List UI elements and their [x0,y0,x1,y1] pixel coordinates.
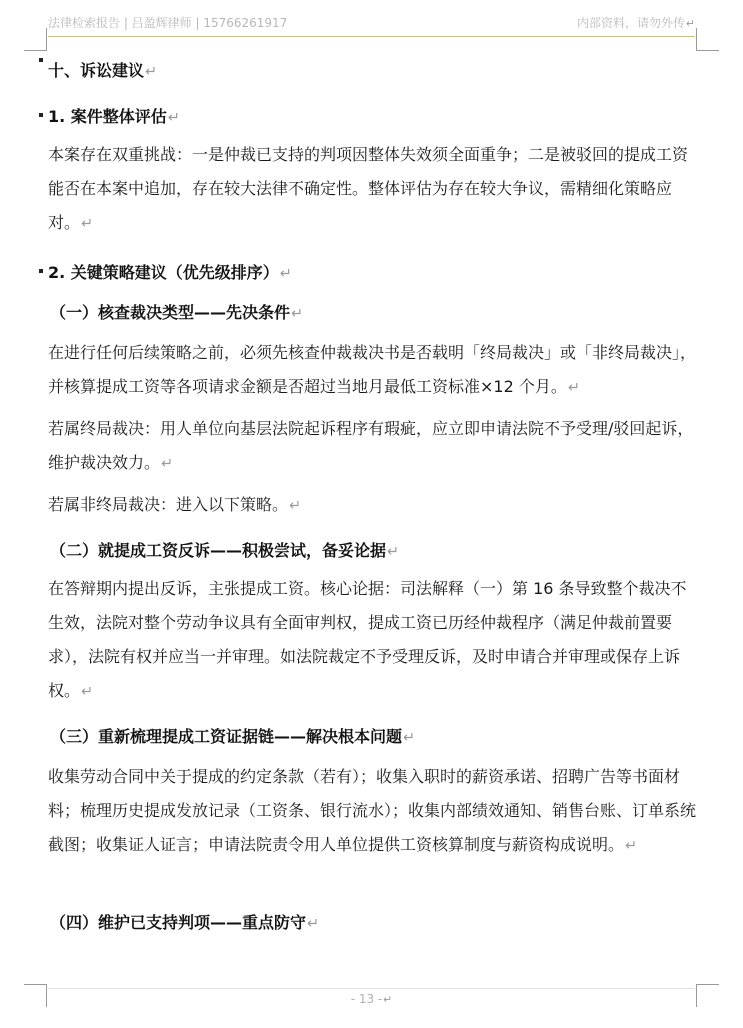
page-number [0,992,743,1006]
strategy-2-paragraph-1-text: 在答辩期内提出反诉，主张提成工资。核心论据：司法解释（一）第 16 条导致整个裁决不生效，法院对整个劳动争议具有全面审判权，提成工资已历经仲裁程序（满足仲裁前置要求），法院有权并应当一并审理。如法院裁定不予受理反诉，及时申请合并审理或保存上诉权。 [48,579,687,700]
heading-bullet-icon [39,58,43,62]
subheading-overall [48,104,180,127]
strategy-2-title-text: （二）就提成工资反诉——积极尝试，备妥论据 [50,541,387,560]
subheading-overall-text: 1. 案件整体评估 [48,107,167,126]
strategy-4-title-text: （四）维护已支持判项——重点防守 [50,913,307,932]
paragraph-mark-icon: ↵ [145,64,158,80]
paragraph-mark-icon: ↵ [625,838,638,854]
header-left-text: 法律检索报告 | 吕盈辉律师 | 15766261917 [48,16,288,30]
paragraph-mark-icon: ↵ [403,730,416,746]
section-heading [48,58,157,81]
strategy-1-paragraph-2 [48,412,698,481]
strategy-1-paragraph-1-text: 在进行任何后续策略之前，必须先核查仲裁裁决书是否载明「终局裁决」或「非终局裁决」，并核算提成工资等各项请求金额是否超过当地月最低工资标准×12 个月。 [48,343,697,396]
paragraph-mark-icon: ↵ [685,17,695,30]
heading-bullet-icon [39,269,43,273]
strategy-1-paragraph-2-text: 若属终局裁决：用人单位向基层法院起诉程序有瑕疵，应立即申请法院不予受理/驳回起诉，维护裁决效力。 [48,419,694,472]
paragraph-mark-icon: ↵ [383,993,393,1006]
paragraph-overall [48,138,698,241]
header-right-text [577,14,695,31]
paragraph-mark-icon: ↵ [289,498,302,514]
header-right-label: 内部资料，请勿外传 [576,16,685,30]
heading-bullet-icon [39,113,43,117]
paragraph-mark-icon: ↵ [161,456,174,472]
strategy-2-title [50,538,399,561]
paragraph-mark-icon: ↵ [307,916,320,932]
strategy-3-title [50,724,415,747]
subheading-strategy [48,260,292,283]
strategy-1-paragraph-1 [48,336,698,405]
paragraph-mark-icon: ↵ [279,266,292,282]
strategy-3-paragraph-1 [48,760,698,863]
strategy-2-paragraph-1 [48,572,698,709]
crop-mark-top-right [696,28,719,51]
strategy-4-title [50,910,319,933]
section-heading-text: 十、诉讼建议 [48,61,145,80]
paragraph-mark-icon: ↵ [291,306,304,322]
footer-rule [48,988,695,989]
paragraph-mark-icon: ↵ [81,216,94,232]
page-number-text: - 13 - [350,992,383,1006]
strategy-3-title-text: （三）重新梳理提成工资证据链——解决根本问题 [50,727,403,746]
paragraph-mark-icon: ↵ [81,684,94,700]
header-rule [48,36,695,37]
strategy-1-paragraph-3 [48,488,698,523]
strategy-1-title [50,300,303,323]
paragraph-overall-text: 本案存在双重挑战：一是仲裁已支持的判项因整体失效须全面重争；二是被驳回的提成工资能否在本案中追加，存在较大法律不确定性。整体评估为存在较大争议，需精细化策略应对。 [48,145,689,232]
paragraph-mark-icon: ↵ [167,110,180,126]
crop-mark-top-left [24,28,47,51]
subheading-strategy-text: 2. 关键策略建议（优先级排序） [48,263,279,282]
paragraph-mark-icon: ↵ [567,380,580,396]
strategy-1-paragraph-3-text: 若属非终局裁决：进入以下策略。 [48,495,289,514]
strategy-3-paragraph-1-text: 收集劳动合同中关于提成的约定条款（若有）；收集入职时的薪资承诺、招聘广告等书面材料；梳理历史提成发放记录（工资条、银行流水）；收集内部绩效通知、销售台账、订单系统截图；收集证人证言；申请法院责令用人单位提供工资核算制度与薪资构成说明。 [48,767,697,854]
paragraph-mark-icon: ↵ [387,544,400,560]
strategy-1-title-text: （一）核查裁决类型——先决条件 [50,303,291,322]
